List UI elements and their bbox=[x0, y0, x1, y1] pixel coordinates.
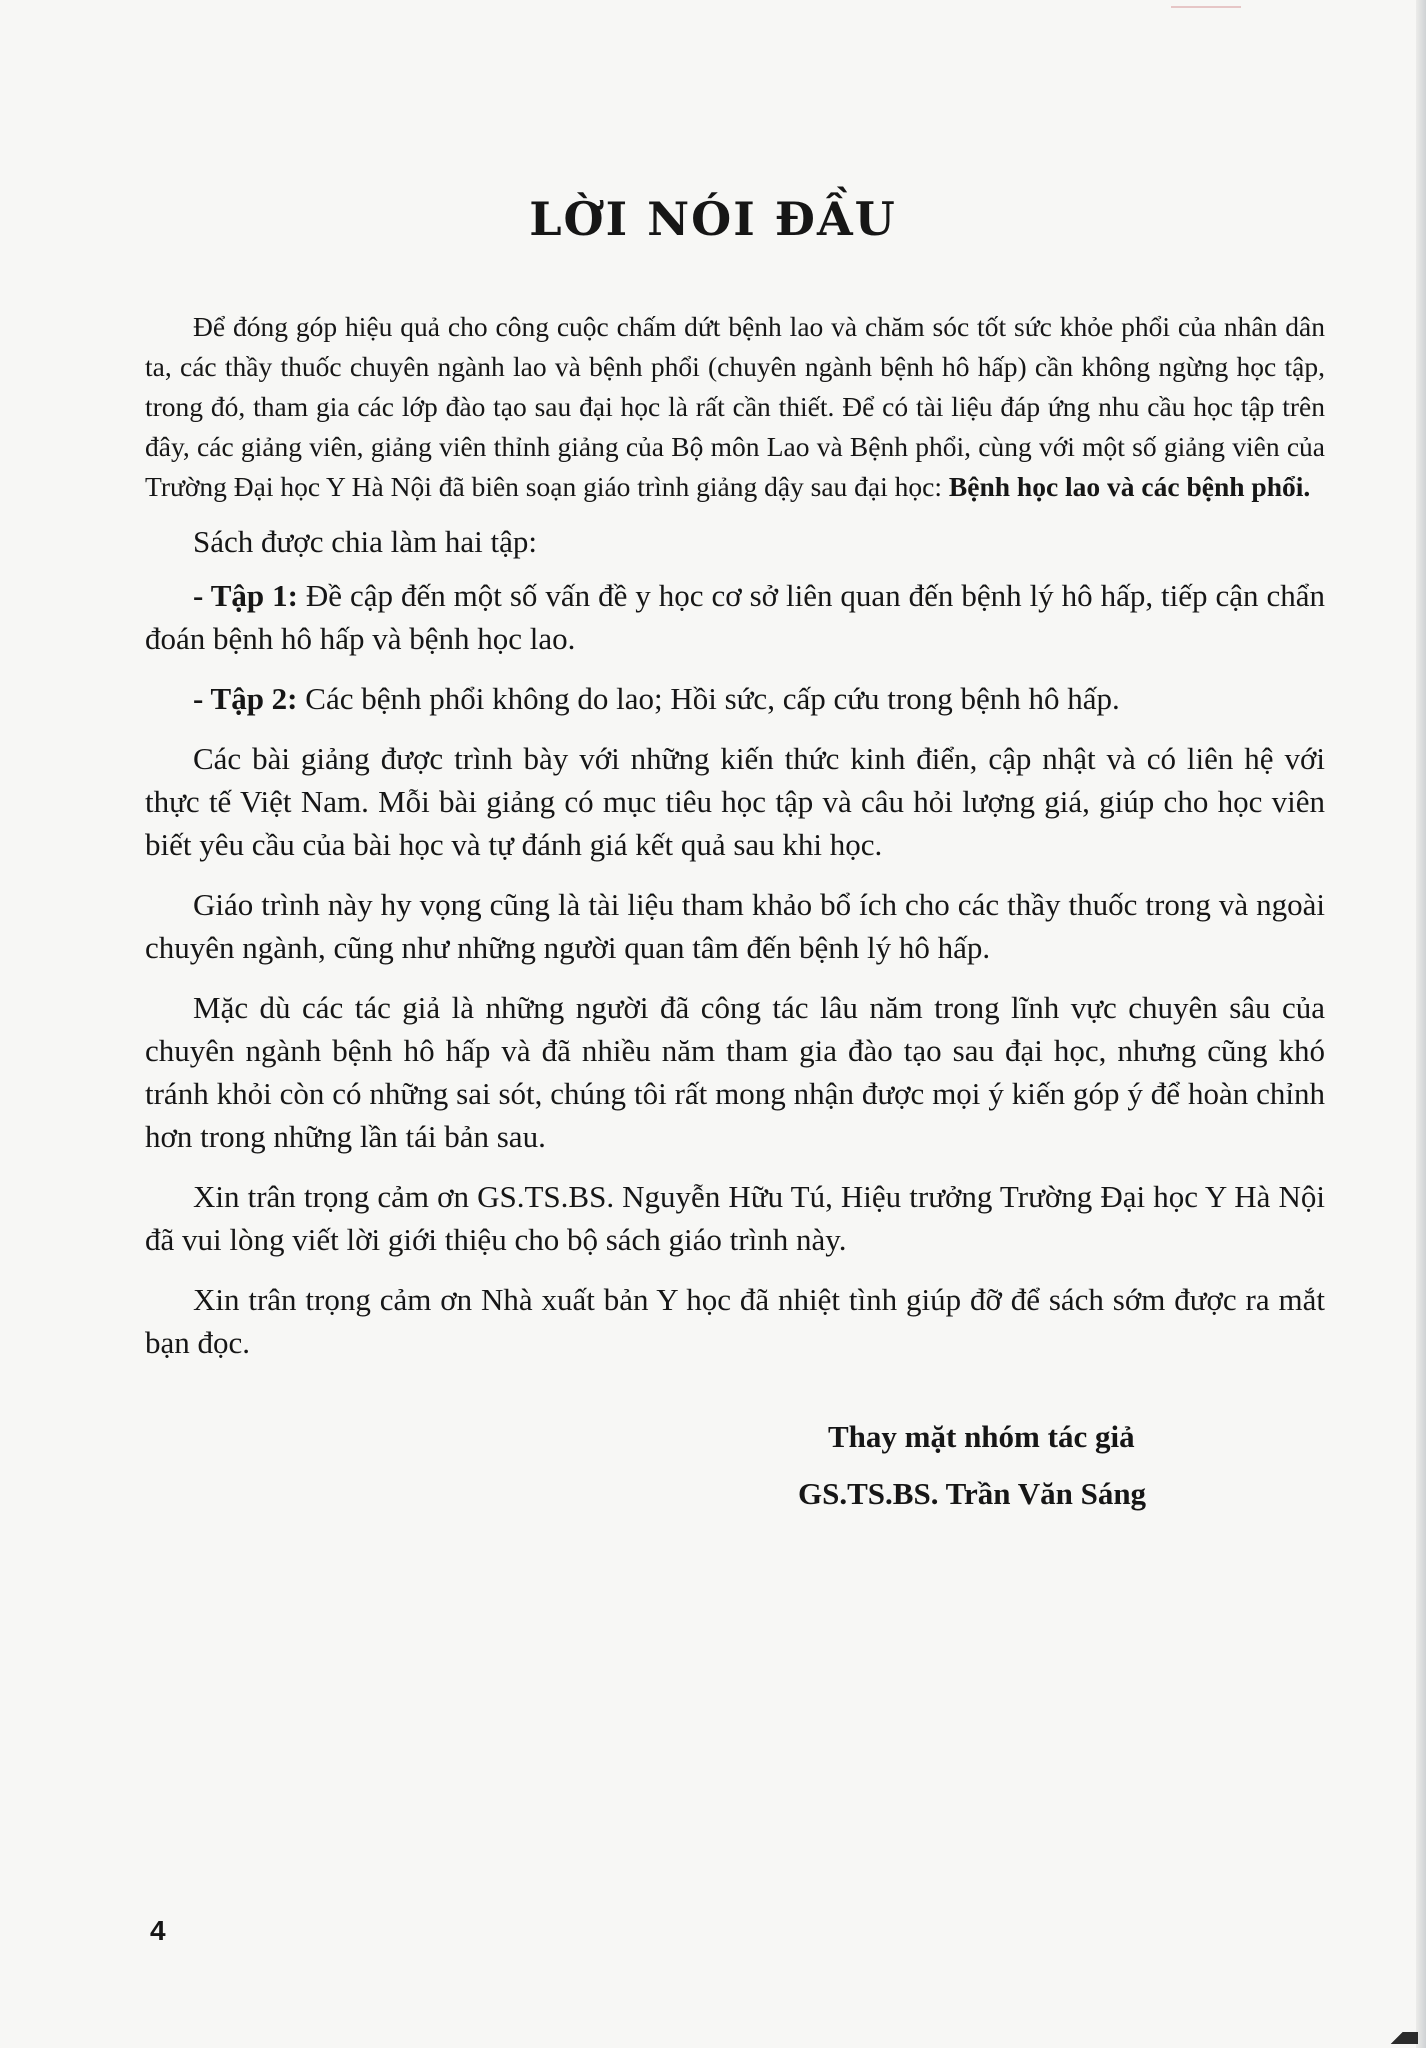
preface-body bbox=[145, 307, 1325, 1381]
signature-author-name: GS.TS.BS. Trần Văn Sáng bbox=[798, 1476, 1147, 1511]
paragraph-lectures: Các bài giảng được trình bày với những kiến thức kinh điển, cập nhật và có liên hệ với thực tế Việt Nam. Mỗi bài giảng có mục tiêu học tập và câu hỏi lượng giá, giúp cho học viên biết yêu cầu của bài học và tự đánh giá kết quả sau khi học. bbox=[145, 741, 1325, 862]
volume-2-text: Các bệnh phổi không do lao; Hồi sức, cấp cứu trong bệnh hô hấp. bbox=[297, 681, 1120, 716]
paragraph-volume-1 bbox=[145, 574, 1325, 660]
page-number: 4 bbox=[150, 1915, 166, 1946]
volume-1-text: Đề cập đến một số vấn đề y học cơ sở liên quan đến bệnh lý hô hấp, tiếp cận chẩn đoán bệnh hô hấp và bệnh học lao. bbox=[145, 578, 1325, 656]
signature-on-behalf: Thay mặt nhóm tác giả bbox=[828, 1419, 1135, 1454]
paragraph-thanks-rector: Xin trân trọng cảm ơn GS.TS.BS. Nguyễn Hữu Tú, Hiệu trưởng Trường Đại học Y Hà Nội đã vui lòng viết lời giới thiệu cho bộ sách giáo trình này. bbox=[145, 1179, 1325, 1257]
paragraph-volumes-intro: Sách được chia làm hai tập: bbox=[193, 524, 537, 559]
paragraph-volume-2 bbox=[145, 677, 1325, 720]
paragraph-reference: Giáo trình này hy vọng cũng là tài liệu tham khảo bổ ích cho các thầy thuốc trong và ngoài chuyên ngành, cũng như những người quan tâm đến bệnh lý hô hấp. bbox=[145, 887, 1325, 965]
paragraph-thanks-publisher: Xin trân trọng cảm ơn Nhà xuất bản Y học đã nhiệt tình giúp đỡ để sách sớm được ra mắt bạn đọc. bbox=[145, 1282, 1325, 1360]
page-edge-shadow bbox=[1416, 0, 1426, 2048]
signature-block bbox=[798, 1415, 1238, 1515]
page-corner-fold bbox=[1384, 2032, 1418, 2044]
book-title-bold: Bệnh học lao và các bệnh phổi. bbox=[948, 471, 1311, 502]
paragraph-intro bbox=[145, 307, 1325, 507]
scan-mark bbox=[1171, 6, 1241, 8]
volume-1-label: - Tập 1: bbox=[193, 578, 298, 613]
paragraph-intro-text: Để đóng góp hiệu quả cho công cuộc chấm dứt bệnh lao và chăm sóc tốt sức khỏe phổi của nhân dân ta, các thầy thuốc chuyên ngành lao và bệnh phổi (chuyên ngành bệnh hô hấp) cần không ngừng học tập, trong đó, tham gia các lớp đào tạo sau đại học là rất cần thiết. Để có tài liệu đáp ứng nhu cầu học tập trên đây, các giảng viên, giảng viên thỉnh giảng của Bộ môn Lao và Bệnh phổi, cùng với một số giảng viên của Trường Đại học Y Hà Nội đã biên soạn giáo trình giảng dậy sau đại học: bbox=[145, 311, 1325, 502]
volume-2-label: - Tập 2: bbox=[193, 681, 298, 716]
paragraph-apology: Mặc dù các tác giả là những người đã công tác lâu năm trong lĩnh vực chuyên sâu của chuyên ngành bệnh hô hấp và đã nhiều năm tham gia đào tạo sau đại học, nhưng cũng khó tránh khỏi còn có những sai sót, chúng tôi rất mong nhận được mọi ý kiến góp ý để hoàn chỉnh hơn trong những lần tái bản sau. bbox=[145, 990, 1325, 1154]
page-title: LỜI NÓI ĐẦU bbox=[529, 192, 897, 246]
